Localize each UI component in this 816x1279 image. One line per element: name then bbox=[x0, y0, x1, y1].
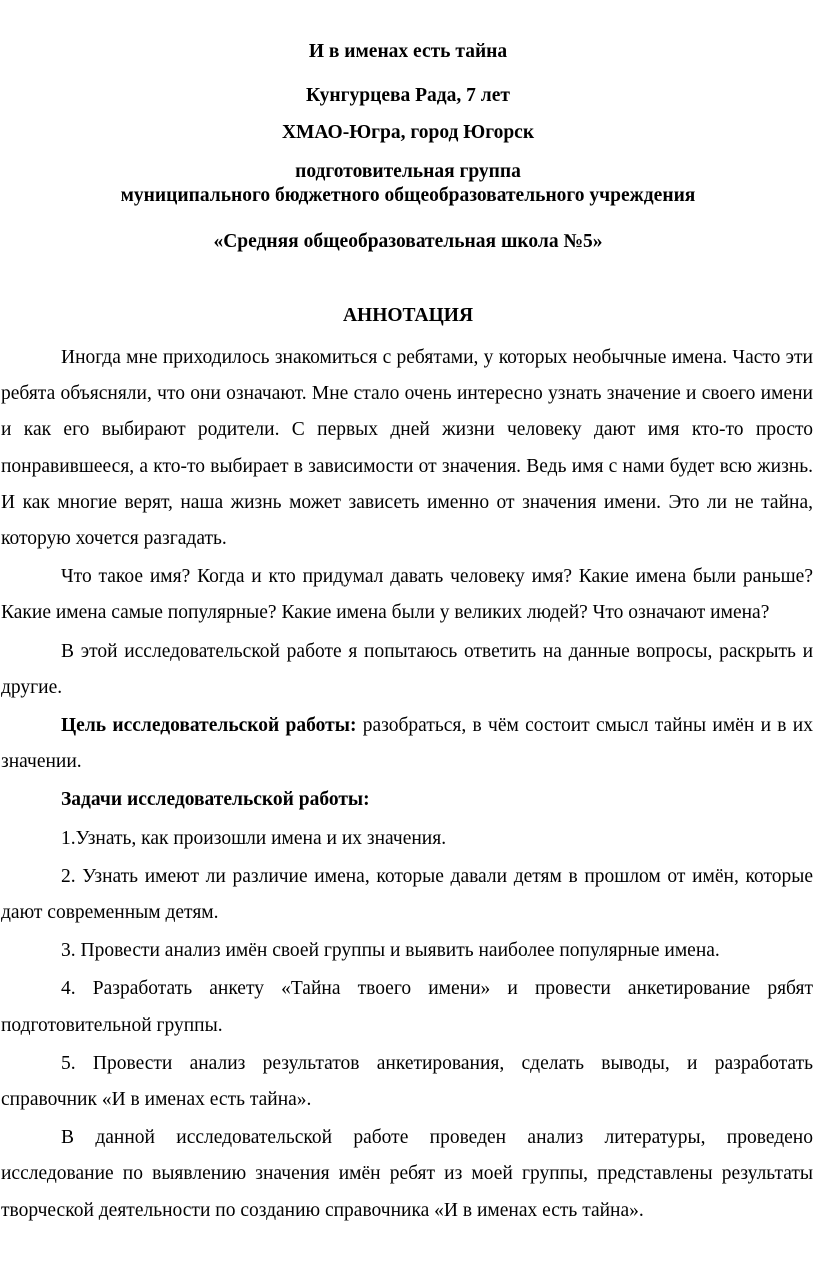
task-item-5: 5. Провести анализ результатов анкетирования, сделать выводы, и разработать справочник «И в именах есть тайна». bbox=[1, 1052, 813, 1111]
author-line: Кунгурцева Рада, 7 лет bbox=[306, 85, 510, 106]
paragraph-conclusion: В данной исследовательской работе проведен анализ литературы, проведено исследование по выявлению значения имён ребят из моей группы, представлены результаты творческой деятельности по созданию справочника «И в именах есть тайна». bbox=[1, 1127, 813, 1221]
paragraph-questions: Что такое имя? Когда и кто придумал давать человеку имя? Какие имена были раньше? Какие имена самые популярные? Какие имена были у великих людей? Что означают имена? bbox=[1, 566, 813, 624]
task-item-2: 2. Узнать имеют ли различие имена, которые давали детям в прошлом от имён, которые дают современным детям. bbox=[1, 865, 813, 924]
task-item-1: 1.Узнать, как произошли имена и их значения. bbox=[61, 827, 447, 849]
paragraph-attempt: В этой исследовательской работе я попытаюсь ответить на данные вопросы, раскрыть и другие. bbox=[1, 640, 813, 698]
tasks-label: Задачи исследовательской работы: bbox=[61, 789, 370, 811]
school-line: «Средняя общеобразовательная школа №5» bbox=[213, 231, 603, 252]
task-item-4: 4. Разработать анкету «Тайна твоего имени» и провести анкетирование рябят подготовительной группы. bbox=[1, 978, 813, 1036]
paragraph-goal bbox=[1, 708, 813, 780]
paragraph-tasks-heading bbox=[1, 782, 813, 818]
institution-line: муниципального бюджетного общеобразовательного учреждения bbox=[120, 185, 696, 206]
location-line: ХМАО-Югра, город Югорск bbox=[281, 122, 535, 143]
paragraph-intro: Иногда мне приходилось знакомиться с ребятами, у которых необычные имена. Часто эти ребята объясняли, что они означают. Мне стало очень интересно узнать значение и своего имени и как его выбирают родители. С первых дней жизни человеку дают имя кто-то просто понравившееся, а кто-то выбирает в зависимости от значения. Ведь имя с нами будет всю жизнь. И как многие верят, наша жизнь может зависеть именно от значения имени. Это ли не тайна, которую хочется разгадать. bbox=[1, 347, 813, 550]
task-item-3: 3. Провести анализ имён своей группы и выявить наиболее популярные имена. bbox=[61, 940, 720, 962]
annotation-heading: АННОТАЦИЯ bbox=[342, 305, 474, 326]
goal-label: Цель исследовательской работы: bbox=[61, 715, 357, 737]
goal-text: разобраться, в чём состоит смысл тайны имён и в их значении. bbox=[1, 715, 813, 773]
document-title: И в именах есть тайна bbox=[308, 41, 508, 62]
annotation-body bbox=[1, 340, 813, 1230]
group-line: подготовительная группа bbox=[295, 161, 521, 182]
